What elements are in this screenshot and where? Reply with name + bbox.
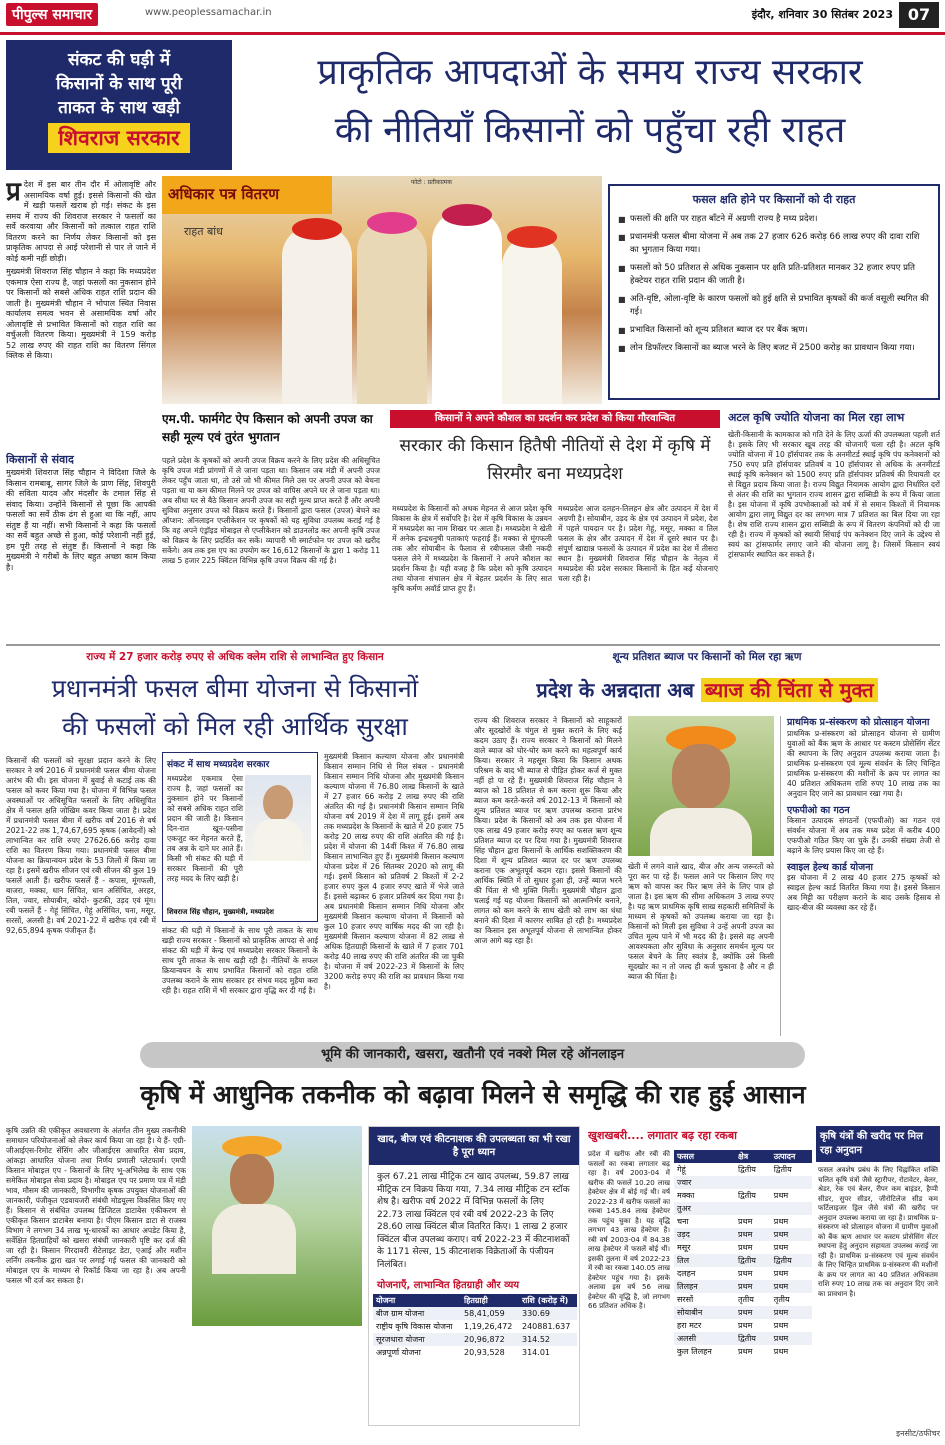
fasal-headline — [6, 670, 464, 748]
khush-heading: खुशखबरी.... लगातार बढ़ रहा रकबा — [588, 1129, 737, 1142]
topper-text-col-1: मध्यप्रदेश के किसानों को अथक मेहनत से आज प्रदेश कृषि विकास के क्षेत्र में सर्वोपरि है। देश में कृषि विकास के उन्नयन में मध्यप्रदेश का नाम शिखर पर आता है। मध्यप्रदेश ने खेती में अनेक इन्द्रधनुषी पताकाएं फहराई हैं। मक्का से मूंगफली तक और सोयाबीन के फैलाव से रबीफसल जैसी नकदी फसल लेने में मध्यप्रदेश के किसानों ने अपने कौशल का प्रदर्शन किया है। यही वजह है कि प्रदेश को कृषि उत्पादन तथा योजना संचालन क्षेत्र में बेहतर प्रदर्शन के लिए सात कृषि कर्मण अवॉर्ड प्राप्त हुए हैं। — [392, 504, 552, 593]
footer-credit: इनसीट/ठफीचर — [896, 1429, 940, 1438]
person-figure — [502, 236, 562, 404]
yantra-heading: कृषि यंत्रों की खरीद पर मिल रहा अनुदान — [816, 1126, 940, 1162]
scheme-table — [373, 1294, 577, 1359]
table-row: सूरजधारा योजना 20,96,872 314.52 — [373, 1333, 577, 1346]
sidebar-heading-3: स्वाइल हेल्थ कार्ड योजना — [787, 862, 873, 873]
table-row: बीज ग्राम योजना 58,41,059 330.69 — [373, 1307, 577, 1320]
fasal-headline-line-2: की फसलों को मिल रही आर्थिक सुरक्षा — [62, 712, 408, 741]
person-figure — [432, 211, 502, 404]
person-figure — [357, 221, 427, 404]
farmgate-headline: एम.पी. फार्मगेट ऐप किसान को अपनी उपज का सही मूल्य एवं तुरंत भुगतान — [162, 412, 373, 444]
cm-box-kicker: संकट में साथ मध्यप्रदेश सरकार — [167, 760, 270, 770]
page-number: 07 — [899, 2, 939, 28]
intro-para-2: मुख्यमंत्री शिवराज सिंह चौहान ने कहा कि मध्यप्रदेश एकमात्र ऐसा राज्य है, जहां फसलों का नुकसान होने पर किसानों को सबसे अधिक राहत राशि प्रदान की जाती है। मुख्यमंत्री चौहान ने भोपाल स्थित निवास कार्यालय समत्व भवन से असामयिक वर्षा और ओलावृष्टि से प्रभावित किसानों को राहत राशि का वर्चुअली वितरण किया। मुख्यमंत्री ने 159 करोड़ 52 लाख रुपए की राहत राशि का वितरण सिंगल क्लिक से किया। — [6, 267, 156, 360]
table-row: राष्ट्रीय कृषि विकास योजना 1,19,26,472 240881.637 — [376, 1322, 571, 1331]
tech-text: कृषि उन्नति की एकीकृत अवधारणा के अंतर्गत तीन मुख्य तकनीकी समाधान परियोजनाओं को लेकर कार्य किया जा रहा है। ये हैं- एग्री-जीआईएस-रिमोट सेंसिंग और जीआईएस आधारित सेवा प्रदाय, आंकड़ा आधारित योजना तथा निर्णय प्रणाली प्लेटफार्म। एमपी किसान मोबाइल एप - किसानों के लिए भू-अभिलेख के साथ एक समेकित मोबाइल सेवा प्रदाय है। मोबाइल एप पर प्रमाण पत्र में मंडी भाव, मौसम की जानकारी, विभागीय कृषक उपयुक्त योजनाओं की जानकारी, पंजीकृत एडवायजरी संबंधी मोडयूल्स विकसित किए गए हैं। किसान से संबंधित उपलब्ध डिजिटल डाटाबेस एकीकरण से एकीकृत किसान डाटाबेस बनाया है। पीएम किसान डाटा से राजस्व विभाग ने लगभग 34 लाख भू-धारकों का आधार अपडेट किया है, सर्वेक्षित हितग्राहियों को खसरा संबंधी जानकारी पृष्टि कर दर्ज की जा रही है। किसान गिरदावरी सैटेलाइट डेटा, एआई और मशीन लर्निंग तकनीक द्वारा खत पर लगाई गई फसल की जानकारी को मोबाइल एप के माध्यम से रिकॉर्ड किया जा रहा है। अब अपनी फसल भी दर्ज कर सकता है। — [6, 1126, 186, 1285]
turban — [442, 204, 492, 226]
edition-date: इंदौर, शनिवार 30 सितंबर 2023 — [751, 8, 893, 21]
table-row: हरा मटर प्रथम प्रथम — [677, 1321, 789, 1330]
fasal-text-col-3: मुख्यमंत्री किसान कल्याण योजना और प्रधानमंत्री किसान सम्मान निधि से मिल संबल - प्रधानमंत्री किसान सम्मान निधि योजना और मुख्यमंत्री किसान कल्याण योजना में 76.80 लाख किसानों के खाते में 27 हजार 66 करोड़ 2 लाख रुपए की राशि अंतरित की गई है। प्रधानमंत्री किसान सम्मान निधि योजना वर्ष 2019 में देश में लागू हुई। इसमें अब तक मध्यप्रदेश के किसानों के खाते में 20 हजार 75 करोड़ 20 लाख रुपए की राशि अंतरित की गई है। प्रदेश में योजना की 14वीं किश्त में 76.80 लाख किसान लाभान्वित हुए हैं। मुख्यमंत्री किसान कल्याण योजना प्रदेश में 26 सितम्बर 2020 को लागू की गई। इसमें किसान को प्रतिवर्ष 2 किश्तों में 2-2 हजार रुपए कुल 4 हजार रुपए खाते में भेजे जाते हैं। इससे बढ़ाकर 6 हजार प्रतिवर्ष कर दिया गया है। अब प्रधानमंत्री किसान सम्मान निधि योजना और मुख्यमंत्री किसान कल्याण योजना में किसानों को कुल 10 हजार रुपए वार्षिक मदद की जा रही है। मुख्यमंत्री किसान कल्याण योजना में 82 लाख से अधिक हितग्राही किसानों के खाते में 7 हजार 701 करोड़ 40 लाख रुपए की राशि अंतरित की जा चुकी है। योजना में वर्ष 2022-23 में किसानों के लिए 3200 करोड़ रुपए की राशि का प्रावधान किया गया है। — [324, 752, 464, 991]
sidebar-text-1: प्राथमिक प्र-संस्करण को प्रोत्साहन योजना से ग्रामीण युवाओं को बैंक ऋण के आधार पर कस्टम प्रोसेसिंग सेंटर की स्थापना के लिए अनुदान उपलब्ध कराया जाता है। प्राथमिक प्र-संस्करण एवं मूल्य संवर्धन के लिए चिन्हित प्राथमिक प्र-संस्करण की मशीनों के क्रय पर लागत का 40 प्रतिशत अधिकतम राशि रुपए 10 लाख तक का अनुदान दिए जाने का प्रावधान रखा गया है। — [787, 729, 940, 798]
scheme-table-header: योजना — [376, 1296, 396, 1305]
relief-item: ■ लोन डिफॉल्टर किसानों का ब्याज भरने के लिए बजट में 2500 करोड़ का प्रावधान किया गया। — [618, 342, 930, 355]
table-row: तिल द्वितीय द्वितीय — [674, 1254, 812, 1267]
atal-headline: अटल कृषि ज्योति योजना का मिल रहा लाभ — [728, 411, 905, 424]
table-row: मसूर प्रथम प्रथम — [677, 1243, 789, 1252]
fasal-text-col-2b: संकट की घड़ी में किसानों के साथ पूरी ताकत के साथ खड़ी राज्य सरकार - किसानों को प्राकृतिक आपदा से आई संकट की घड़ी में केन्द्र एवं मध्यप्रदेश सरकार किसानों के साथ पूरी ताकत के साथ खड़ी रही है। नीतियों के सफल क्रियान्वयन के साथ प्रभावित किसानों को राहत राशि उपलब्ध कराने के साथ सरकार हर संभव मदद मुहैया करा रही है। राहत राशि में भी सरकार द्वारा वृद्धि कर दी गई है। — [162, 926, 318, 995]
relief-list — [618, 213, 930, 355]
fasal-kicker: राज्य में 27 हजार करोड़ रुपए से अधिक क्लेम राशि से लाभान्वित हुए किसान — [86, 651, 384, 663]
khush-text: प्रदेश में खरीफ और रबी की फसलों का रकबा लगातार बढ़ रहा है। वर्ष 2003-04 में खरीफ की फसलें 10.20 लाख हेक्टेयर क्षेत्र में बोई गई थी। वर्ष 2022-23 में खरीफ फसलों का रकबा 145.84 लाख हेक्टेयर तक पहुंच चुका है। यह वृद्धि लगभग 43 लाख हेक्टेयर है। रबी वर्ष 2003-04 में 84.38 लाख हेक्टेयर में फसलें बोई थीं। इसकी तुलना में वर्ष 2022-23 में रबी का रकबा 140.05 लाख हेक्टेयर पहुंच गया है। इसके अलावा इस वर्ष 56 लाख हेक्टेयर की वृद्धि है, जो लगभग 66 प्रतिशत अधिक है। — [588, 1150, 670, 1310]
table-row: सरसों तृतीय तृतीय — [677, 1295, 790, 1304]
sidebar-text-2: किसान उत्पादक संगठनों (एफपीओ) का गठन एवं संवर्धन योजना में अब तक मध्य प्रदेश में करीब 400 एफपीओ गठित किए जा चुके हैं। उनकी संख्या तेजी से बढ़ाने के लिए प्रयास किए जा रहे हैं। — [787, 816, 940, 855]
website-url: www.peoplessamachar.in — [145, 7, 272, 18]
main-headline — [240, 44, 940, 168]
khad-text: कुल 67.21 लाख मीट्रिक टन खाद उपलब्ध, 59.87 लाख मीट्रिक टन विक्रय किया गया, 7.34 लाख मीट्रिक टन स्टॉक शेष है। खरीफ वर्ष 2022 में विभिन्न फसलों के लिए 22.73 लाख क्विंटल एवं रबी वर्ष 2022-23 के लिए 28.60 लाख क्विंटल बीज वितरित किए। 1 लाख 2 हजार क्विंटल बीज उपलब्ध कराए। वर्ष 2022-23 में कीटनाशकों के 1171 सेल्स, 15 कीटनाशक विक्रेताओं के पंजीयन निलंबित। — [377, 1172, 570, 1270]
turban — [367, 212, 417, 234]
intro-column — [6, 180, 156, 448]
scheme-table-header: राशि (करोड़ में) — [522, 1296, 569, 1305]
crop-table-header: उत्पादन — [773, 1152, 796, 1161]
badge-line-1: संकट की घड़ी में — [67, 50, 171, 70]
samvad-subhead: किसानों से संवाद — [6, 453, 74, 466]
fasal-text-col-1: किसानों की फसलों को सुरक्षा प्रदान करने के लिए सरकार ने वर्ष 2016 में प्रधानमंत्री फसल बीमा योजना आरंभ की थी। इस योजना में बुवाई से कटाई तक की फसल को कवर किया गया है। योजना में विभिन्न फसल अवस्थाओं पर अधिसूचित फसलों के लिए अधिसूचित क्षेत्र में फसल क्षति जोखिम कवर किया जाता है। प्रदेश में प्रधानमंत्री फसल बीमा में खरीफ वर्ष 2016 से वर्ष 2021-22 तक 1,74,67,695 कृषक (आवेदनों) को लाभान्वित कर राशि रुपए 27626.66 करोड़ दावा राशि का वितरण किया गया। प्रधानमंत्री फसल बीमा योजना का क्रियान्वयन प्रदेश के 53 जिलों में किया जा रहा है। इसमें खरीफ सीजन एवं रबी सीजन की कुल 19 फसलें आती हैं। खरीफ फसलें हैं - कपास, मूंगफली, बाजरा, मक्का, धान सिंचित, धान असिंचित, अरहर, तिल, ज्वार, सोयाबीन, कोदो- कुटकी, उड़द एवं मूंग। रबी फसलें हैं - गेहूं सिंचित, गेहूं असिंचित, चना, मसूर, सरसों, अलसी है। वर्ष 2021-22 में खरीफ एवं रबी में 92,65,894 कृषक पंजीकृत हैं। — [6, 756, 156, 935]
loan-headline-a: प्रदेश के अन्नदाता अब — [536, 678, 701, 702]
khad-box — [368, 1126, 580, 1426]
table-row: दलहन प्रथम प्रथम — [677, 1269, 789, 1278]
photo-caption: फोटो : प्रतीकात्मक — [410, 179, 452, 186]
fasal-headline-line-1: प्रधानमंत्री फसल बीमा योजना से किसानों — [51, 674, 419, 703]
table-row: सोयाबीन प्रथम प्रथम — [674, 1306, 812, 1319]
section-divider — [6, 644, 940, 646]
badge-line-4: शिवराज सरकार — [48, 123, 189, 153]
tech-headline: कृषि में आधुनिक तकनीक को बढ़ावा मिलने से समृद्धि की राह हुई आसान — [140, 1080, 806, 1109]
main-headline-line-1: प्राकृतिक आपदाओं के समय राज्य सरकार — [317, 52, 863, 93]
sidebar-text-3: इस योजना में 2 लाख 40 हजार 275 कृषकों को स्वाइल हेल्थ कार्ड वितरित किया गया है। इससे किसान अब मिट्टी का परीक्षण कराने के बाद उसके हिसाब से खाद-बीज की व्यवस्था कर रहे हैं। — [787, 873, 940, 912]
crop-table-header: क्षेत्र — [738, 1152, 749, 1161]
photo-banner: अधिकार पत्र वितरण — [162, 176, 332, 214]
loan-sidebar — [780, 716, 940, 1036]
turban — [507, 226, 557, 248]
photo-banner-2: राहत बांध — [184, 225, 223, 238]
dropcap: प्र — [6, 180, 21, 207]
sidebar-heading-2: एफपीओ का गठन — [787, 805, 850, 816]
relief-box-title: फसल क्षति होने पर किसानों को दी राहत — [692, 193, 856, 206]
farmgate-text: पहले प्रदेश के कृषकों को अपनी उपज विक्रय करने के लिए प्रदेश की अधिसूचित कृषि उपज मंडी प्रांगणों में ले जाना पड़ता था। किसान जब मंडी में अपनी उपज लेकर पहुँच जाता था, तो उसे जो भी कीमत मिले उस पर अपनी उपज को बेचना पड़ता था या कम कीमत मिलने पर उपज को वापिस अपने घर ले जाना पड़ता था। अब सीधा घर से बैठे किसान अपनी उपज का सही मूल्य प्राप्त करते हैं और अपनी सुविधा अनुसार उपज को विक्रय करते हैं। किसानों द्वारा फसल (उपज) बेचने का ऑप्शन: ऑनलाइन एप्लीकेशन पर कृषकों को यह सुविधा उपलब्ध कराई गई है कि वह अपने एंड्रॉइड मोबाइल से एप्लीकेशन को डाउनलोड कर अपनी कृषि उपज को विक्रय के लिए प्रदर्शित कर सकें। व्यापारी भी स्मार्टफोन पर उपज को खरीद सकेंगे। अब तक इस एप का उपयोग कर 16,612 किसानों के द्वारा 1 करोड़ 11 लाख 5 हजार 225 क्विंटल विभिन्न कृषि उपज विक्रय की गई है। — [162, 456, 380, 565]
scheme-table-title: योजनाएँ, लाभान्वित हितग्राही और व्यय — [377, 1280, 520, 1291]
khad-heading: खाद, बीज एवं कीटनाशक की उपलब्धता का भी रखा है पूरा ध्यान — [369, 1127, 579, 1165]
topper-kicker: किसानों ने अपने कौशल का प्रदर्शन कर प्रदेश को किया गौरवान्वित — [390, 410, 720, 428]
relief-box — [608, 184, 940, 400]
main-headline-line-2: की नीतियाँ किसानों को पहुँचा रही राहत — [334, 110, 846, 151]
loan-headline-b: ब्याज की चिंता से मुक्त — [701, 678, 878, 702]
samvad-text: मुख्यमंत्री शिवराज सिंह चौहान ने विदिशा जिले के किसान रामबाबू, सागर जिले के प्राण सिंह, शिवपुरी की सविता यादव और मंदसौर के टमाल सिंह से संवाद किया। उन्होंने किसानों से पूछा कि आपकी फसलों का सर्वे ठीक ढंग से हुआ था कि नहीं, आप संतुष्ट हैं या नहीं। सभी किसानों ने कहा कि फसलों का सर्वे बहुत अच्छे से हुआ, कोई परेशानी नहीं हुई, हम पूरी तरह से संतुष्ट हैं। किसानों ने कहा कि मुख्यमंत्री ने गरीबों के लिए बहुत अच्छा काम किया है। — [6, 468, 156, 572]
loan-headline — [474, 672, 940, 710]
cm-photo — [245, 775, 311, 861]
masthead — [0, 0, 945, 36]
relief-item: ■ प्रभावित किसानों को शून्य प्रतिशत ब्याज दर पर बैंक ऋण। — [618, 324, 930, 337]
relief-item: ■ फसलों को 50 प्रतिशत से अधिक नुकसान पर क्षति प्रति-प्रतिशत मानकर 32 हजार रुपए प्रति हेक्टेयर राहत राशि प्रदान की जाती है। — [618, 262, 930, 288]
table-row: मक्का द्वितीय प्रथम — [677, 1191, 789, 1200]
table-row: अन्नपूर्णा योजना 20,93,528 314.01 — [376, 1348, 550, 1357]
intro-para-1: देश में इस बार तीन दौर में ओलावृष्टि और असामयिक वर्षा हुई। इससे किसानों की खेत में खड़ी फसलें खराब हो गई। संकट के इस समय में राज्य की शिवराज सरकार ने फसलों का सर्वे करवाया और किसानों को तत्काल राहत राशि वितरण करने का निर्णय लेकर किसानों को इस प्राकृतिक आपदा से आई परेशानी से पार ले जाने में कोई कमी नहीं छोड़ी। — [6, 180, 156, 263]
yantra-text: फसल अवशेष प्रबंध के लिए चिह्नांकित शक्ति चलित कृषि यंत्रों जैसे स्ट्रारीपर, रोटावेटर, बेलर, श्रेडर, रेक एवं बेलर, रीपर कम बाइंडर, हैप्पी सीडर, सुपर सीडर, जीरोटिलेज सीड कम फर्टिलाइजर ड्रिल जैसे यंत्रों की खरीद पर अनुदान उपलब्ध कराया जा रहा है। प्राथमिक प्र-संस्करण को प्रोत्साहन योजना में ग्रामीण युवाओं को बैंक ऋण आधार पर कस्टम प्रोसेसिंग सेंटर स्थापना हेतु अनुदान सहायता उपलब्ध कराई जा रही है। प्राथमिक प्र-संस्करण एवं मूल्य संवर्धन के लिए चिन्हित प्राथमिक प्र-संस्करण की मशीनों के क्रय पर लागत का 40 प्रतिशत अधिकतम राशि रुपए 10 लाख तक का अनुदान दिए जाने का प्रावधान है। — [818, 1166, 938, 1298]
table-row: गेहूं द्वितीय द्वितीय — [677, 1165, 792, 1174]
main-photo — [162, 176, 602, 404]
topper-text-col-2: मध्यप्रदेश आज दलहन-तिलहन क्षेत्र और उत्पादन में देश में अग्रणी है। सोयाबीन, उड़द के क्षेत्र एवं उत्पादन में प्रदेश, देश में पहले पायदान पर है। प्रदेश गेहूं, मसूर, मक्का व तिल फसल के क्षेत्र और उत्पादन में देश में दूसरे स्थान पर है। संपूर्ण खाद्यान्न फसलों के उत्पादन में प्रदेश का देश में तीसरा स्थान है। मुख्यमंत्री शिवराज सिंह चौहान के नेतृत्व में मध्यप्रदेश की प्रदेश सरकार किसानों के हित कई योजनाएं चला रही है। — [558, 504, 718, 583]
topper-headline: सरकार की किसान हितैषी नीतियों से देश में कृषि में सिरमौर बना मध्यप्रदेश — [399, 436, 711, 484]
badge-line-3: ताकत के साथ खड़ी — [58, 98, 180, 118]
table-row: तिलहन प्रथम प्रथम — [674, 1280, 812, 1293]
loan-kicker: शून्य प्रतिशत ब्याज पर किसानों को मिल रहा ऋण — [612, 651, 802, 663]
cm-box — [162, 752, 318, 922]
crop-rank-table — [674, 1150, 812, 1426]
table-row: अलसी द्वितीय प्रथम — [674, 1332, 812, 1345]
relief-item: ■ अति-वृष्टि, ओला-वृष्टि के कारण फसलों को हुई क्षति से प्रभावित कृषकों की कर्ज वसूली स्थगित की गई। — [618, 293, 930, 319]
newspaper-logo: पीपुल्स समाचार — [6, 3, 98, 26]
person-figure — [282, 226, 352, 404]
relief-item: ■ प्रधानमंत्री फसल बीमा योजना में अब तक 27 हजार 626 करोड़ 66 लाख रुपए की दावा राशि का भुगतान किया गया। — [618, 231, 930, 257]
turban — [292, 218, 342, 240]
field-photo — [192, 1126, 362, 1326]
sidebar-heading-1: प्राथमिक प्र-संस्करण को प्रोत्साहन योजना — [787, 717, 930, 728]
farmer-photo — [628, 716, 774, 856]
table-row: चना प्रथम प्रथम — [677, 1217, 789, 1226]
table-row: उड़द प्रथम प्रथम — [674, 1228, 812, 1241]
table-row: तुअर — [674, 1202, 812, 1215]
table-row: कुल तिलहन प्रथम प्रथम — [677, 1347, 789, 1356]
relief-item: ■ फसलों की क्षति पर राहत बाँटने में अग्रणी राज्य है मध्य प्रदेश। — [618, 213, 930, 226]
badge-line-2: किसानों के साथ पूरी — [56, 74, 182, 94]
masthead-rule — [0, 32, 945, 35]
shivraj-badge — [6, 40, 232, 170]
cm-quote: मध्यप्रदेश एकमात्र ऐसा राज्य है, जहां फसलों का नुकसान होने पर किसानों को सबसे अधिक राहत राशि प्रदान की जाती है। किसान दिन-रात खून-पसीना एकजुट कर मेहनत करते हैं, तब अन्न के दाने घर आते हैं। किसी भी संकट की घड़ी में सरकार किसानों की पूरी तरह मदद के लिए खड़ी है। — [167, 774, 243, 883]
table-row: ज्वार — [674, 1176, 812, 1189]
loan-text-col-1: राज्य की शिवराज सरकार ने किसानों को साहूकारों और सूदखोरों के चंगुल से मुक्त कराने के लिए कई कदम उठाए हैं। राज्य सरकार ने किसानों को मिलने वाले ब्याज को घोर-घोर कम करने का महत्वपूर्ण कार्य किया। सरकार ने महसूस किया कि किसान अथक परिश्रम के बाद भी ब्याज से पीड़ित होकर कर्ज से मुक्त नहीं हो पा रहे हैं। मुख्यमंत्री शिवराज सिंह चौहान ने ब्याज को 18 प्रतिशत से कम करना शुरू किया और ब्याज कम करते-करते वर्ष 2012-13 में किसानों को शून्य प्रतिशत ब्याज पर ऋण उपलब्ध कराना प्रारंभ किया। प्रदेश के किसानों को अब तक इस योजना में एक लाख 49 हजार करोड़ रुपए का फसल ऋण शून्य प्रतिशत ब्याज दर पर दिया गया है। मुख्यमंत्री शिवराज सिंह चौहान द्वारा किसानों के आर्थिक सशक्तिकरण की दिशा में शून्य प्रतिशत ब्याज दर पर ऋण उपलब्ध कराना एक अभूतपूर्व कदम रहा। इससे किसानों की आर्थिक स्थिति में तो सुधार हुआ ही, उन्हें ब्याज भरने की चिंता से भी मुक्ति मिली। मुख्यमंत्री चौहान द्वारा चलाई गई यह योजना किसानों को आत्मनिर्भर बनाने, लागत को कम करने के साथ खेती को लाभ का धंधा बनाने की दिशा में कारगर साबित हो रही है। मध्यप्रदेश का किसान इस अभूतपूर्व योजना से लाभान्वित होकर आज आगे बढ़ रहा है। — [474, 716, 622, 945]
atal-text: खेती-किसानी के कामकाज को गति देने के लिए ऊर्जा की उपलब्धता पहली शर्त है। इसके लिए भी सरकार खूब तरह की योजनाएँ चला रही है। अटल कृषि ज्योति योजना में 10 हॉर्सपावर तक के अनमीटर्ड स्थाई कृषि पंप कनेक्शनों को 750 रुपए प्रति हॉर्सपावर प्रतिवर्ष व 10 हॉर्सपावर से अधिक के अनमीटर्ड स्थाई कृषि कनेक्शन को 1500 रुपए प्रति हॉर्सपावर प्रतिवर्ष की रियायती दर से विद्युत प्रदाय किया जाता है। राज्य विद्युत नियामक आयोग द्वारा निर्धारित दरों से अंतर की राशि का भुगतान राज्य शासन द्वारा सब्सिडी के रूप में किया जाता है। इस योजना में कृषि उपभोक्ताओं को वर्ष में से समान किश्तों में नियामक आयोग द्वारा लागू विद्युत दर का लगभग मात्र 7 प्रतिशत का बिल दिया जा रहा है। शेष राशि राज्य शासन द्वारा सब्सिडी के रूप में वितरण कंपनियों को दी जा रही है। राज्य में कृषकों को स्थायी सिंचाई पंप कनेक्शन दिए जाने के उद्देश्य से स्वयं का ट्रांसफार्मर लगाए जाने की योजना लागू है। जिसमें किसान स्वयं ट्रांसफार्मर स्थापित कर सकते हैं। — [728, 430, 940, 559]
loan-text-col-2: खेती में लगने वाले खाद, बीज और अन्य जरूरतों को पूरा कर पा रहे हैं। फसल आने पर किसान लिए गए ऋण को वापस कर फिर ऋण लेने के लिए पात्र हो जाता है। इस ऋण की सीमा अधिकतम 3 लाख रुपए है। यह ऋण प्राथमिक कृषि साख सहकारी समितियों के माध्यम से कृषकों को उपलब्ध कराया जा रहा है। किसानों को मिली इस सुविधा ने उन्हें अपनी उपज का उचित मूल्य पाने में भी मदद की है। इससे वह अपनी आवश्यकता और सुविधा के अनुसार समर्थन मूल्य पर फसल बेचने के लिए स्वतंत्र है, क्योंकि उसे किसी सूदखोर का न तो जल्द ही कर्ज चुकाना है और न ही ब्याज की चिंता है। — [628, 862, 774, 981]
tech-banner: भूमि की जानकारी, खसरा, खतौनी एवं नक्शे मिल रहे ऑनलाइन — [140, 1042, 805, 1068]
scheme-table-header: हितग्राही — [464, 1296, 488, 1305]
yantra-box — [816, 1126, 940, 1426]
cm-name: शिवराज सिंह चौहान, मुख्यमंत्री, मध्यप्रदेश — [167, 908, 274, 916]
crop-table-header: फसल — [677, 1152, 694, 1161]
